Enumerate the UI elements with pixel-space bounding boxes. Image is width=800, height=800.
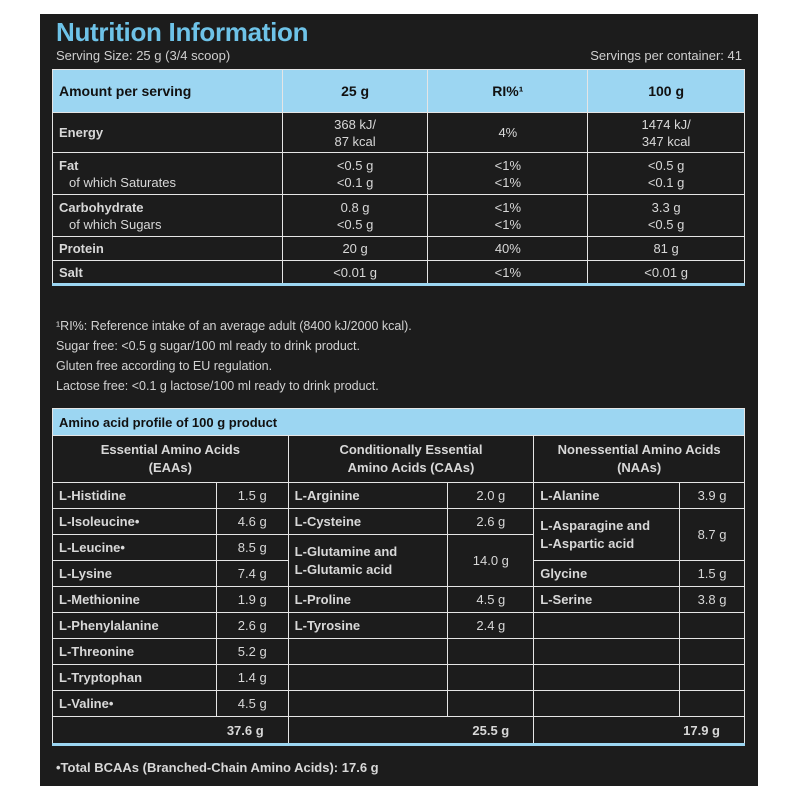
fat-100g (588, 153, 745, 195)
eaa-name: L-Lysine (53, 561, 217, 587)
empty-cell (534, 691, 680, 717)
carbohydrate-25g-value: 0.8 g (340, 199, 370, 215)
caa-header-line2: Amino Acids (CAAs) (347, 460, 475, 475)
energy-100g-kcal: 347 kcal (641, 133, 691, 149)
empty-cell (288, 665, 448, 691)
footnotes (56, 316, 412, 396)
eaa-header-line1: Essential Amino Acids (100, 442, 240, 457)
eaa-total: 37.6 g (53, 717, 289, 745)
eaa-name: L-Methionine (53, 587, 217, 613)
col-100g-header: 100 g (588, 70, 745, 113)
empty-cell (534, 639, 680, 665)
table-row (53, 237, 745, 261)
carbohydrate-100g-value: 3.3 g (651, 199, 681, 215)
eaa-value: 1.9 g (216, 587, 288, 613)
nutrition-panel (40, 14, 758, 786)
table-row (53, 153, 745, 195)
caa-name (288, 535, 448, 587)
saturates-label: of which Saturates (69, 174, 176, 190)
page-title: Nutrition Information (56, 17, 309, 47)
col-ri-header: RI%¹ (428, 70, 588, 113)
carbohydrate-25g (282, 195, 428, 237)
col-25g-header: 25 g (282, 70, 428, 113)
saturates-25g-value: <0.1 g (336, 174, 374, 190)
caa-value: 14.0 g (448, 535, 534, 587)
sugars-label: of which Sugars (69, 216, 162, 232)
footnote-sugar: Sugar free: <0.5 g sugar/100 ml ready to drink product. (56, 339, 360, 353)
eaa-value: 4.6 g (216, 509, 288, 535)
table-row (53, 613, 745, 639)
naa-value: 1.5 g (680, 561, 745, 587)
eaa-name: L-Threonine (53, 639, 217, 665)
nutrition-table (52, 69, 745, 286)
empty-cell (448, 665, 534, 691)
caa-name-line1: L-Glutamine and (294, 543, 398, 559)
naa-header (534, 436, 745, 483)
naa-total: 17.9 g (534, 717, 745, 745)
eaa-name: L-Valine• (53, 691, 217, 717)
naa-name-line2: L-Aspartic acid (540, 535, 635, 551)
empty-cell (448, 639, 534, 665)
naa-name: Glycine (534, 561, 680, 587)
naa-value: 3.8 g (680, 587, 745, 613)
amino-column-headers (53, 436, 745, 483)
energy-25g-kcal: 87 kcal (334, 133, 376, 149)
energy-100g-kj: 1474 kJ/ (641, 116, 691, 132)
totals-row (53, 717, 745, 745)
fat-25g-value: <0.5 g (336, 157, 374, 173)
table-row (53, 639, 745, 665)
protein-100g: 81 g (588, 237, 745, 261)
energy-25g (282, 113, 428, 153)
eaa-name: L-Isoleucine• (53, 509, 217, 535)
amino-header: Amino acid profile of 100 g product (53, 409, 745, 436)
caa-name-line2: L-Glutamic acid (294, 561, 393, 577)
salt-ri: <1% (428, 261, 588, 285)
empty-cell (288, 691, 448, 717)
caa-value: 4.5 g (448, 587, 534, 613)
serving-size: Serving Size: 25 g (3/4 scoop) (56, 48, 231, 63)
caa-name: L-Tyrosine (288, 613, 448, 639)
protein-25g: 20 g (282, 237, 428, 261)
fat-cell (53, 153, 283, 195)
caa-total: 25.5 g (288, 717, 534, 745)
naa-name: L-Serine (534, 587, 680, 613)
naa-value: 3.9 g (680, 483, 745, 509)
fat-ri (428, 153, 588, 195)
table-row (53, 665, 745, 691)
salt-label: Salt (53, 261, 283, 285)
table-row (53, 509, 745, 535)
protein-label: Protein (53, 237, 283, 261)
eaa-value: 1.4 g (216, 665, 288, 691)
servings-per-container: Servings per container: 41 (590, 48, 742, 63)
eaa-header (53, 436, 289, 483)
eaa-value: 7.4 g (216, 561, 288, 587)
fat-100g-value: <0.5 g (647, 157, 685, 173)
caa-value: 2.0 g (448, 483, 534, 509)
empty-cell (680, 639, 745, 665)
salt-25g: <0.01 g (282, 261, 428, 285)
energy-25g-kj: 368 kJ/ (334, 116, 377, 132)
caa-value: 2.4 g (448, 613, 534, 639)
footnote-gluten: Gluten free according to EU regulation. (56, 359, 273, 373)
energy-100g (588, 113, 745, 153)
naa-name: L-Alanine (534, 483, 680, 509)
table-row (53, 113, 745, 153)
naa-name-line1: L-Asparagine and (540, 517, 651, 533)
fat-ri-value: <1% (494, 157, 522, 173)
saturates-ri-value: <1% (494, 174, 522, 190)
empty-cell (534, 665, 680, 691)
eaa-name: L-Tryptophan (53, 665, 217, 691)
caa-name: L-Proline (288, 587, 448, 613)
caa-header-line1: Conditionally Essential (339, 442, 483, 457)
naa-value: 8.7 g (680, 509, 745, 561)
sugars-ri-value: <1% (494, 216, 522, 232)
fat-label: Fat (59, 157, 79, 173)
table-row (53, 587, 745, 613)
amount-header: Amount per serving (53, 70, 283, 113)
carbohydrate-ri (428, 195, 588, 237)
bcaa-note: •Total BCAAs (Branched-Chain Amino Acids): 17.6 g (56, 760, 379, 775)
amino-header-row (53, 409, 745, 436)
footnote-lactose: Lactose free: <0.1 g lactose/100 ml ready to drink product. (56, 379, 379, 393)
eaa-name: L-Leucine• (53, 535, 217, 561)
footnote-ri: ¹RI%: Reference intake of an average adult (8400 kJ/2000 kcal). (56, 319, 412, 333)
eaa-value: 5.2 g (216, 639, 288, 665)
empty-cell (534, 613, 680, 639)
eaa-value: 8.5 g (216, 535, 288, 561)
table-row (53, 691, 745, 717)
sugars-100g-value: <0.5 g (647, 216, 685, 232)
nutrition-header-row (53, 70, 745, 113)
eaa-name: L-Phenylalanine (53, 613, 217, 639)
empty-cell (680, 691, 745, 717)
empty-cell (448, 691, 534, 717)
naa-name (534, 509, 680, 561)
protein-ri: 40% (428, 237, 588, 261)
eaa-header-line2: (EAAs) (148, 460, 192, 475)
salt-100g: <0.01 g (588, 261, 745, 285)
table-row (53, 195, 745, 237)
energy-label: Energy (53, 113, 283, 153)
eaa-value: 2.6 g (216, 613, 288, 639)
amino-acid-table (52, 408, 745, 746)
carbohydrate-label: Carbohydrate (59, 199, 144, 215)
caa-name: L-Cysteine (288, 509, 448, 535)
caa-header (288, 436, 534, 483)
eaa-name: L-Histidine (53, 483, 217, 509)
table-row (53, 483, 745, 509)
table-row (53, 261, 745, 285)
caa-name: L-Arginine (288, 483, 448, 509)
sugars-25g-value: <0.5 g (336, 216, 374, 232)
empty-cell (288, 639, 448, 665)
eaa-value: 1.5 g (216, 483, 288, 509)
empty-cell (680, 665, 745, 691)
caa-value: 2.6 g (448, 509, 534, 535)
carbohydrate-ri-value: <1% (494, 199, 522, 215)
naa-header-line2: (NAAs) (617, 460, 662, 475)
fat-25g (282, 153, 428, 195)
energy-ri: 4% (428, 113, 588, 153)
carbohydrate-100g (588, 195, 745, 237)
carbohydrate-cell (53, 195, 283, 237)
eaa-value: 4.5 g (216, 691, 288, 717)
saturates-100g-value: <0.1 g (647, 174, 685, 190)
naa-header-line1: Nonessential Amino Acids (557, 442, 721, 457)
empty-cell (680, 613, 745, 639)
